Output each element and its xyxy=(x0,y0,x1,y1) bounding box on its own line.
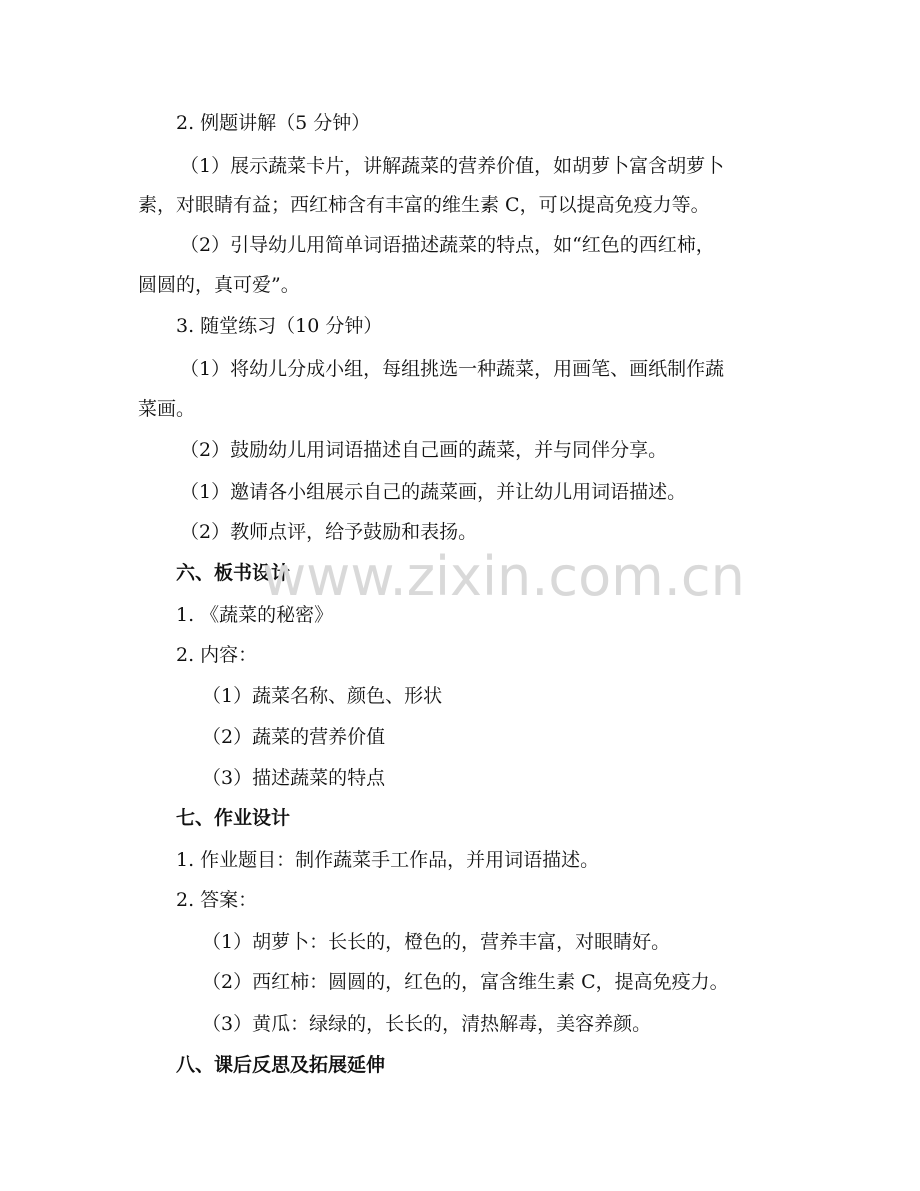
paragraph-line: （2）引导幼儿用简单词语描述蔬菜的特点，如“红色的西红柿， xyxy=(180,234,715,256)
homework-heading: 七、作业设计 xyxy=(176,807,291,829)
paragraph-line: 素，对眼睛有益；西红柿含有丰富的维生素 C，可以提高免疫力等。 xyxy=(138,194,710,216)
homework-answer: （2）西红柿：圆圆的，红色的，富含维生素 C，提高免疫力。 xyxy=(202,971,729,993)
board-design-heading: 六、板书设计 xyxy=(176,562,291,584)
paragraph-line: （1）展示蔬菜卡片，讲解蔬菜的营养价值，如胡萝卜富含胡萝卜 xyxy=(180,155,725,177)
section-2-title: 2. 例题讲解（5 分钟） xyxy=(176,112,371,134)
watermark-text: www.zixin.com.cn xyxy=(262,545,745,608)
homework-answer: （1）胡萝卜：长长的，橙色的，营养丰富，对眼睛好。 xyxy=(202,931,671,953)
section-3-title: 3. 随堂练习（10 分钟） xyxy=(176,315,383,337)
board-design-item: 1. 《蔬菜的秘密》 xyxy=(176,604,334,626)
reflection-heading: 八、课后反思及拓展延伸 xyxy=(176,1054,386,1076)
homework-answer: （3）黄瓜：绿绿的，长长的，清热解毒，美容养颜。 xyxy=(202,1013,652,1035)
board-design-item: 2. 内容： xyxy=(176,644,258,666)
homework-item: 2. 答案： xyxy=(176,889,258,911)
board-design-subitem: （2）蔬菜的营养价值 xyxy=(202,726,386,748)
homework-item: 1. 作业题目：制作蔬菜手工作品，并用词语描述。 xyxy=(176,849,600,871)
paragraph-line: 菜画。 xyxy=(138,398,196,420)
board-design-subitem: （1）蔬菜名称、颜色、形状 xyxy=(202,685,443,707)
paragraph-line: 圆圆的，真可爱”。 xyxy=(138,274,300,296)
board-design-subitem: （3）描述蔬菜的特点 xyxy=(202,767,386,789)
paragraph-line: （2）鼓励幼儿用词语描述自己画的蔬菜，并与同伴分享。 xyxy=(180,439,668,461)
paragraph-line: （1）将幼儿分成小组，每组挑选一种蔬菜，用画笔、画纸制作蔬 xyxy=(180,358,725,380)
paragraph-line: （2）教师点评，给予鼓励和表扬。 xyxy=(180,521,478,543)
paragraph-line: （1）邀请各小组展示自己的蔬菜画，并让幼儿用词语描述。 xyxy=(180,481,687,503)
